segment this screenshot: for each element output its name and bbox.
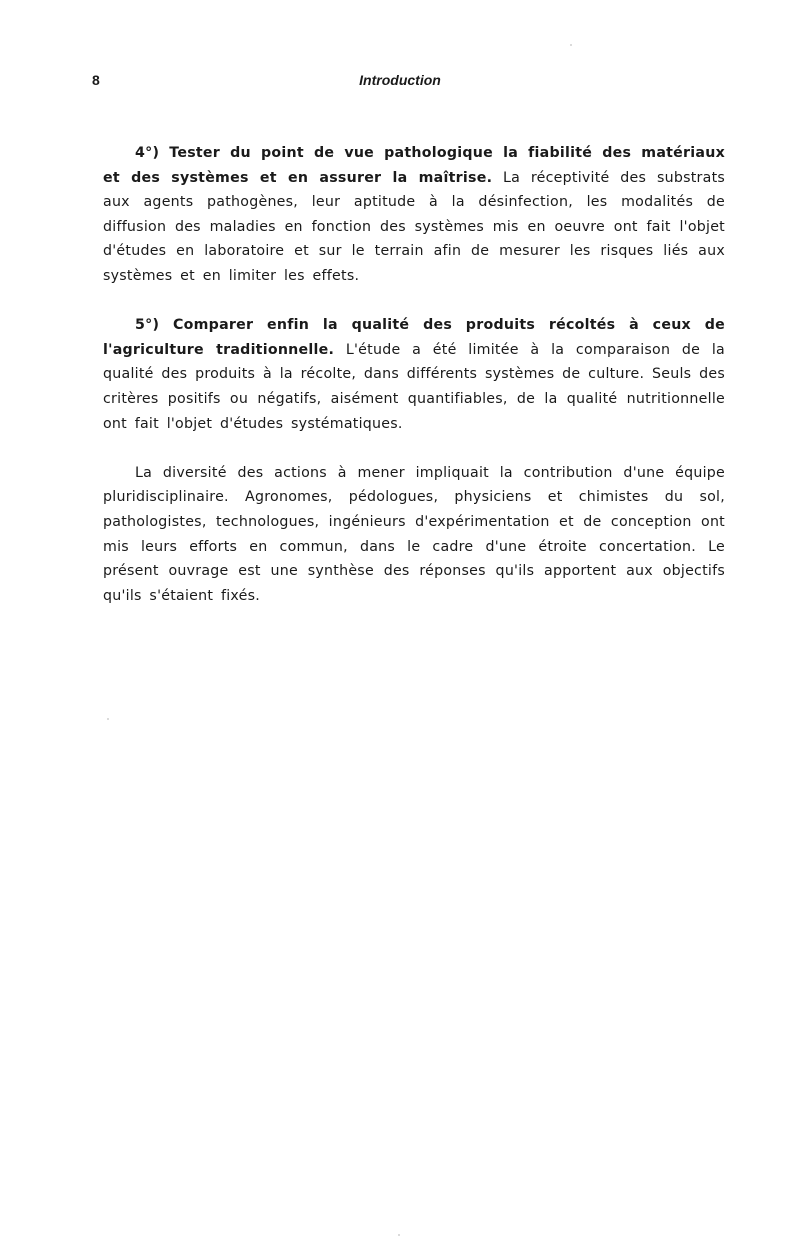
scan-speck [570,44,572,46]
paragraph-lead: 4°) Tester du point de vue pathologique la fiabilité des matériaux et des systèmes et en assurer la maîtrise. [103,145,725,186]
page-header [0,72,800,92]
paragraph-objective-4 [103,141,725,289]
paragraph-text: L'étude a été limitée à la comparaison de la qualité des produits à la récolte, dans différents systèmes de culture. Seuls des critères positifs ou négatifs, aisément quantifiables, de la qualité nutritionnelle ont fait l'objet d'études systématiques. [103,341,725,432]
body-text [103,141,725,633]
paragraph-text: La réceptivité des substrats aux agents pathogènes, leur aptitude à la désinfection, les modalités de diffusion des maladies en fonction des systèmes mis en oeuvre ont fait l'objet d'études en laboratoire et sur le terrain afin de mesurer les risques liés aux systèmes et en limiter les effets. [103,169,726,284]
scan-speck [398,1234,400,1236]
running-title: Introduction [359,72,441,88]
paragraph-objective-5 [103,313,725,436]
paragraph-team [103,461,725,609]
paragraph-lead: 5°) Comparer enfin la qualité des produits récoltés à ceux de l'agriculture traditionnelle. [103,317,725,358]
scan-speck [107,718,109,720]
paragraph-text: La diversité des actions à mener impliquait la contribution d'une équipe pluridisciplinaire. Agronomes, pédologues, physiciens et chimistes du sol, pathologistes, technologues, ingénieurs d'expérimentation et de conception ont mis leurs efforts en commun, dans le cadre d'une étroite concertation. Le présent ouvrage est une synthèse des réponses qu'ils apportent aux objectifs qu'ils s'étaient fixés. [103,464,725,604]
page-number: 8 [92,72,100,88]
